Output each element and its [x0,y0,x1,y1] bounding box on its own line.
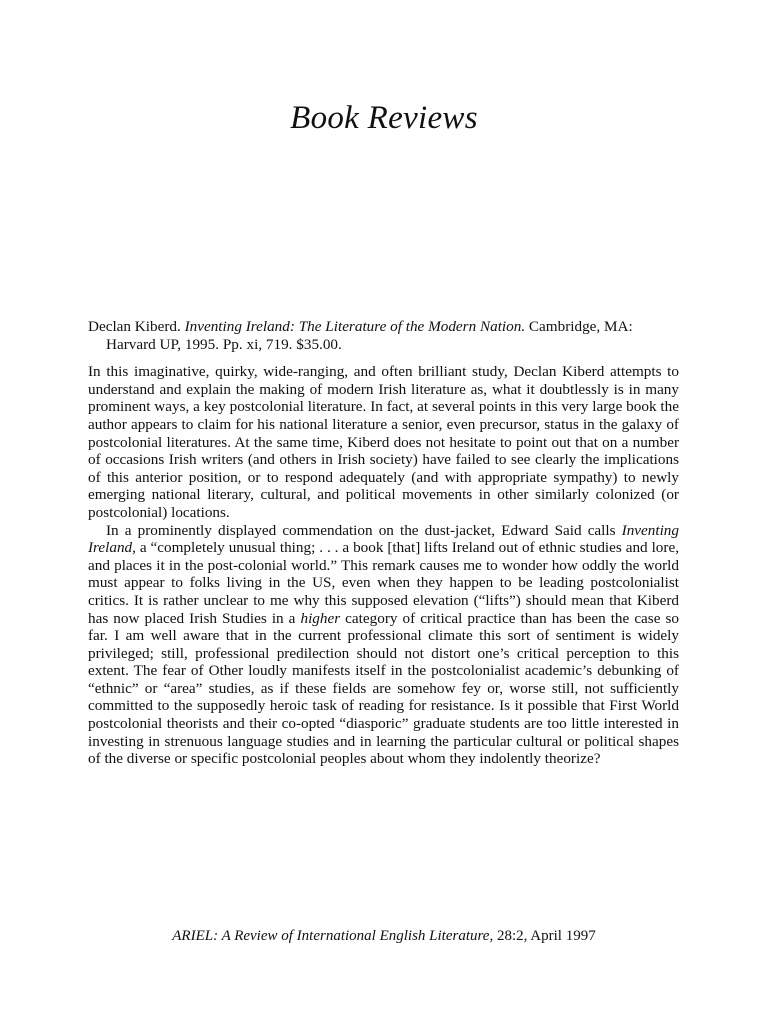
review-paragraph-1: In this imaginative, quirky, wide-ranging, and often brilliant study, Declan Kiberd attempts to understand and explain the making of modern Irish literature as, what it doubtlessly is in many prominent ways, a key postcolonial literature. In fact, at several points in this very large book the author appears to claim for his national literature a senior, even precursor, status in the galaxy of postcolonial literatures. At the same time, Kiberd does not hesitate to point out that on a number of occasions Irish writers (and others in Irish society) have failed to see clearly the implications of this anterior position, or to respond adequately (and with appropriate sympathy) to newly emerging national literary, cultural, and political movements in other similarly colonized (or postcolonial) locations. [88,363,679,521]
paragraph-2-italic-title: Inventing Ireland [88,521,679,557]
citation-publication: Cambridge, MA: Harvard UP, 1995. Pp. xi, 719. $35.00. [106,318,633,353]
paragraph-2-text-a: In a prominently displayed commendation on the dust-jacket, Edward Said calls [106,521,622,539]
paragraph-2-text-b: , a “completely unusual thing; . . . a book [that] lifts Ireland out of ethnic studies and lore, and places it in the post-colonial world.” This remark causes me to wonder how oddly the world must appear to folks living in the US, even when they happen to be leading postcolonialist critics. It is rather unclear to me why this supposed elevation (“lifts”) should mean that Kiberd has now placed Irish Studies in a [88,539,679,627]
paragraph-2-text-c: category of critical practice than has been the case so far. I am well aware that in the current professional climate this sort of sentiment is widely privileged; still, professional predilection should not distort one’s critical perception to this extent. The fear of Other loudly manifests itself in the postcolonialist academic’s debunking of “ethnic” or “area” studies, as if these fields are somehow fey or, worse still, not sufficiently committed to the supposedly heroic task of reading for resistance. Is it possible that First World postcolonial theorists and their co-opted “diasporic” graduate students are too little interested in investing in strenuous language studies and in learning the particular cultural or political shapes of the diverse or specific postcolonial peoples about whom they indolently theorize? [88,609,679,768]
review-content [88,318,679,768]
paragraph-2-italic-emphasis: higher [300,609,341,627]
footer-journal-name: ARIEL: A Review of International English Literature, [172,928,494,944]
review-paragraph-2 [88,522,679,768]
citation-author: Declan Kiberd. [88,318,181,335]
book-citation [88,318,679,353]
section-heading: Book Reviews [290,100,478,136]
footer-issue: 28:2, April 1997 [496,928,596,944]
citation-title: Inventing Ireland: The Literature of the Modern Nation. [184,318,526,335]
journal-footer [0,928,768,945]
